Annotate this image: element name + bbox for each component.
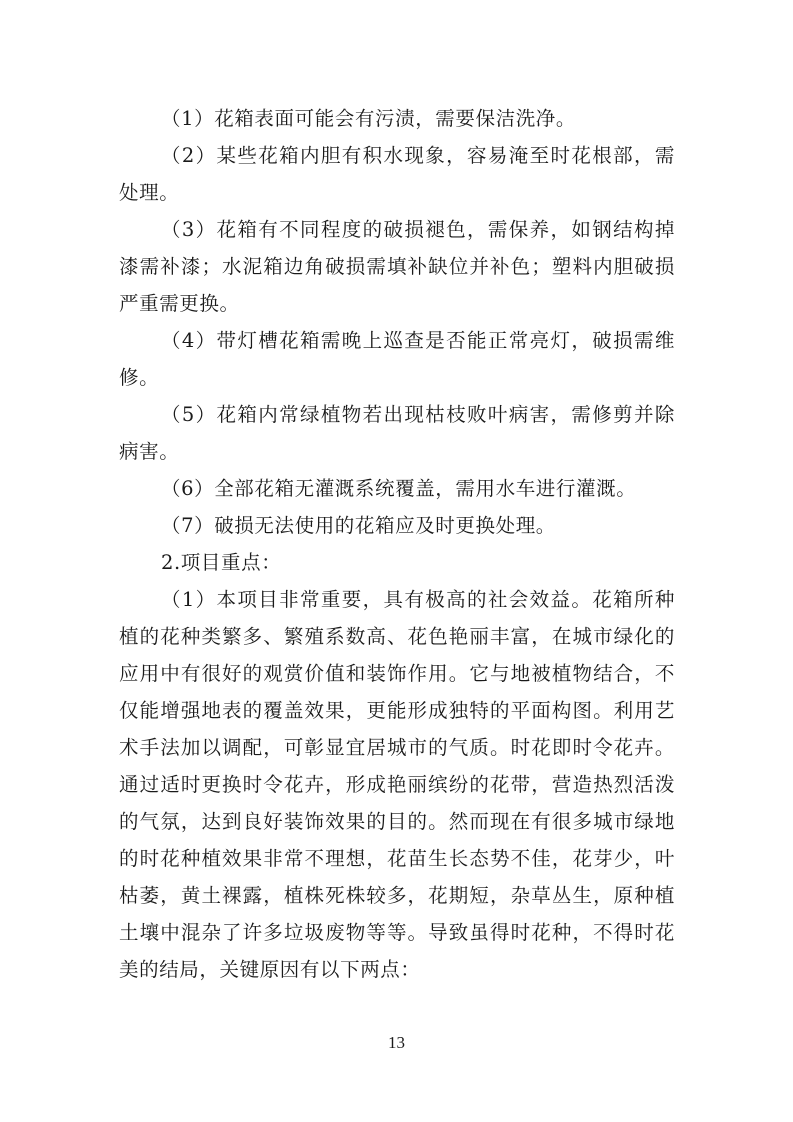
paragraph-item-6: （6）全部花箱无灌溉系统覆盖，需用水车进行灌溉。 (161, 477, 637, 500)
section-heading: 2.项目重点： (161, 551, 282, 574)
paragraph-item-4: （4）带灯槽花箱需晚上巡查是否能正常亮灯，破损需维修。 (119, 329, 675, 389)
paragraph-key-point-1: （1）本项目非常重要，具有极高的社会效益。花箱所种植的花种类繁多、繁殖系数高、花色艳丽丰富，在城市绿化的应用中有很好的观赏价值和装饰作用。它与地被植物结合，不仅能增强地表的覆盖效果，更能形成独特的平面构图。利用艺术手法加以调配，可彰显宜居城市的气质。时花即时令花卉。通过适时更换时令花卉，形成艳丽缤纷的花带，营造热烈活泼的气氛，达到良好装饰效果的目的。然而现在有很多城市绿地的时花种植效果非常不理想，花苗生长态势不佳，花芽少，叶枯萎，黄土裸露，植株死株较多，花期短，杂草丛生，原种植土壤中混杂了许多垃圾废物等等。导致虽得时花种，不得时花美的结局，关键原因有以下两点： (119, 588, 675, 981)
paragraph-item-3: （3）花箱有不同程度的破损褪色，需保养，如钢结构掉漆需补漆；水泥箱边角破损需填补缺位并补色；塑料内胆破损严重需更换。 (119, 218, 675, 315)
paragraph-item-2: （2）某些花箱内胆有积水现象，容易淹至时花根部，需处理。 (119, 144, 675, 204)
paragraph-item-1: （1）花箱表面可能会有污渍，需要保洁洗净。 (161, 107, 577, 130)
paragraph-item-7: （7）破损无法使用的花箱应及时更换处理。 (161, 514, 556, 537)
paragraph-item-5: （5）花箱内常绿植物若出现枯枝败叶病害，需修剪并除病害。 (119, 403, 675, 463)
page-number: 13 (388, 1033, 405, 1052)
body-text (119, 100, 675, 988)
